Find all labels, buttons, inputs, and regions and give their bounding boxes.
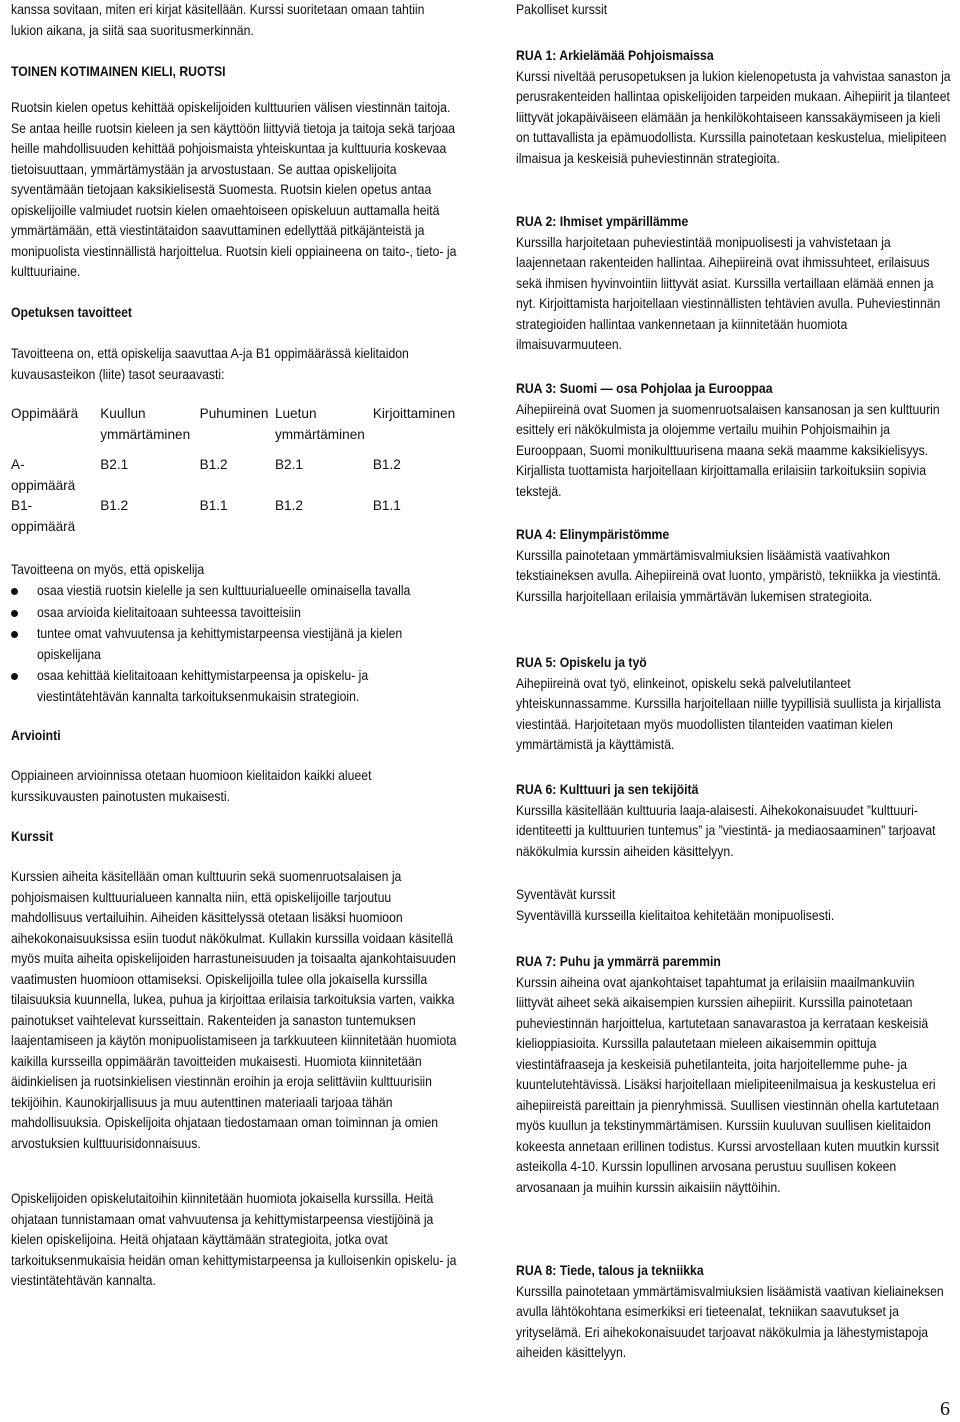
- course-rua2: [516, 212, 954, 356]
- course-rua5: [516, 653, 954, 756]
- table-cell: B1.1: [372, 498, 401, 513]
- course-rua3: [516, 379, 954, 502]
- table-cell: B1.1: [199, 498, 228, 513]
- table-row: [11, 496, 459, 537]
- list-item-text: osaa kehittää kielitaitoaan kehittymistarpeensa ja opiskelu- ja viestintätehtävän kannalta tarkoituksenmukaisin strategioin.: [37, 668, 369, 704]
- assessment-text-block: [11, 766, 459, 807]
- goals-heading: Opetuksen tavoitteet: [11, 305, 133, 320]
- course-title: RUA 1: Arkielämää Pohjoismaissa: [516, 48, 714, 63]
- courses-heading: Kurssit: [11, 829, 54, 844]
- goals-heading-block: [11, 303, 459, 324]
- course-title: RUA 2: Ihmiset ympärillämme: [516, 214, 689, 229]
- description-block: [11, 98, 459, 283]
- course-title: RUA 4: Elinympäristömme: [516, 527, 670, 542]
- list-item-text: osaa arvioida kielitaitoaan suhteessa tavoitteisiin: [37, 604, 301, 620]
- mandatory-heading: Pakolliset kurssit: [516, 2, 608, 17]
- course-rua8: [516, 1261, 954, 1364]
- table-cell: B2.1: [100, 457, 129, 472]
- table-cell: B1.2: [199, 457, 228, 472]
- description-text: Ruotsin kielen opetus kehittää opiskelijoiden kulttuurien välisen viestinnän taitoja. Se antaa heille ruotsin kieleen ja sen käyttöön liittyviä tietoja ja taitoja sekä tarjoaa heille mahdollisuuden kehittää pohjoismaista yhteiskuntaa ja kulttuuria koskevaa tietoisuuttaan, ymmärtämystään ja arvostustaan. Se auttaa opiskelijoita syventämään tietojaan kaksikielisestä Suomesta. Ruotsin kielen opetus antaa opiskelijoille valmiudet ruotsin kielen omaehtoiseen opiskeluun auttamalla heitä ymmärtämään, että viestintätaidon saavuttaminen edellyttää pitkäjänteistä ja monipuolista viestinnällistä harjoittelua. Ruotsin kieli oppiaineena on taito-, tieto- ja kulttuuriaine.: [11, 100, 457, 279]
- bullet-icon: [11, 631, 18, 638]
- levels-table: [11, 404, 459, 537]
- goals-also-block: [11, 560, 459, 581]
- assessment-text: Oppiaineen arvioinnissa otetaan huomioon kielitaidon kaikki alueet kurssikuvausten painotusten mukaisesti.: [11, 768, 372, 804]
- advanced-heading: Syventävät kurssit: [516, 887, 616, 902]
- table-header-cell: Luetun ymmärtäminen: [274, 406, 365, 442]
- table-header-cell: Puhuminen: [199, 406, 269, 421]
- table-cell: A-oppimäärä: [11, 457, 76, 493]
- list-item: [11, 581, 459, 602]
- section-heading: TOINEN KOTIMAINEN KIELI, RUOTSI: [11, 64, 226, 79]
- course-text: Kurssilla käsitellään kulttuuria laaja-alaisesti. Aihekokonaisuudet ”kulttuuri-identiteetti ja kulttuurien tuntemus” ja ”viestintä- ja mediaosaaminen” tarjoavat näkökulmia kurssin aiheiden käsittelyyn.: [516, 802, 936, 859]
- courses-text-2: Opiskelijoiden opiskelutaitoihin kiinnitetään huomiota jokaisella kurssilla. Heitä ohjataan tunnistamaan omat vahvuutensa ja kehittymistarpeensa viestijöinä ja kielen opiskelijoina. Heitä ohjataan käyttämään strategioita, jotka ovat tarkoituksenmukaisia heidän oman kehittymistarpeensa ja kulloisenkin opiskelu- ja viestintätehtävän kannalta.: [11, 1191, 457, 1288]
- course-text: Aihepiireinä ovat työ, elinkeinot, opiskelu sekä palvelutilanteet yhteiskunnassamme. Kurssilla harjoitellaan niille tyypillisiä suullista ja kirjallista viestintää. Harjoitetaan myös muodollisten tilanteiden vaatiman kielen ymmärtämistä ja käyttämistä.: [516, 675, 941, 752]
- bullet-icon: [11, 610, 18, 617]
- table-cell: B1-oppimäärä: [11, 498, 76, 534]
- table-cell: B1.2: [100, 498, 129, 513]
- goals-intro: Tavoitteena on, että opiskelija saavuttaa A-ja B1 oppimäärässä kielitaidon kuvausasteikon (liite) tasot seuraavasti:: [11, 346, 409, 382]
- assessment-heading: Arviointi: [11, 728, 61, 743]
- courses-heading-block: [11, 827, 459, 848]
- course-text: Kurssilla painotetaan ymmärtämisvalmiuksien lisäämistä vaativahkon tekstiaineksen avulla. Aihepiireinä ovat luonto, ympäristö, tekniikka ja viestintä. Kurssilla harjoitellaan erilaisia ymmärtävän lukemisen strategioita.: [516, 547, 942, 604]
- list-item-text: osaa viestiä ruotsin kielelle ja sen kulttuurialueelle ominaisella tavalla: [37, 583, 411, 598]
- course-title: RUA 6: Kulttuuri ja sen tekijöitä: [516, 782, 699, 797]
- table-header-cell: Kirjoittaminen: [372, 406, 456, 421]
- course-rua6: [516, 780, 954, 862]
- intro-text: kanssa sovitaan, miten eri kirjat käsitellään. Kurssi suoritetaan omaan tahtiin lukion aikana, ja siitä saa suoritusmerkinnän.: [11, 2, 425, 38]
- course-text: Kurssi niveltää perusopetuksen ja lukion kielenopetusta ja vahvistaa sanaston ja perusrakenteiden hallintaa opiskelijoiden tarpeiden mukaan. Aihepiirit ja tilanteet liittyvät jokapäiväiseen elämään ja henkilökohtaiseen kanssakäymiseen ja kieli on tuttavallista ja epämuodollista. Kurssilla painotetaan keskustelua, mielipiteen ilmaisua ja keskeisiä puheviestinnän strategioita.: [516, 68, 951, 166]
- course-title: RUA 8: Tiede, talous ja tekniikka: [516, 1263, 704, 1278]
- list-item: [11, 666, 459, 707]
- list-item: [11, 603, 459, 624]
- intro-paragraph: [11, 0, 459, 41]
- courses-text-1-block: [11, 867, 459, 1154]
- course-text: Aihepiireinä ovat Suomen ja suomenruotsalaisen kansanosan ja sen kulttuurin esittely eri näkökulmista ja olojemme vertailu muihin Pohjoismaihin ja Eurooppaan, Suomi monikulttuurisena maana sekä maamme kaksikielisyys. Kirjallista tuottamista harjoitellaan kirjoittamalla erilaisiin tarkoituksiin sopivia tekstejä.: [516, 401, 940, 499]
- course-text: Kurssilla harjoitetaan puheviestintää monipuolisesti ja vahvistetaan ja laajennetaan rakenteiden hallintaa. Aihepiireinä ovat ihmissuhteet, erilaisuus sekä ihmisen hyvinvointiin liittyvät asiat. Kurssilla vertaillaan elämää ennen ja nyt. Kirjoittamista harjoitellaan viestinnällisten tehtävien avulla. Puheviestinnän strategioiden hallintaa vankennetaan ja kiinnitetään huomiota ilmaisuvarmuuteen.: [516, 234, 941, 352]
- course-text: Kurssilla painotetaan ymmärtämisvalmiuksien lisäämistä vaativan kieliaineksen avulla lähtökohtana esimerkiksi eri tieteenalat, tekniikan saavutukset ja yrityselämä. Eri aihekokonaisuudet tarjoavat näkökulmia ja lähestymistapoja aiheiden käsittelyyn.: [516, 1283, 944, 1360]
- table-header-row: [11, 404, 459, 445]
- table-cell: B2.1: [274, 457, 303, 472]
- bullet-icon: [11, 588, 18, 595]
- table-header-cell: Kuullun ymmärtäminen: [100, 406, 191, 442]
- goals-intro-block: [11, 344, 459, 385]
- goals-list-block: [11, 581, 459, 707]
- assessment-heading-block: [11, 726, 459, 747]
- levels-table-block: [11, 404, 459, 537]
- course-rua1: [516, 46, 954, 169]
- course-title: RUA 7: Puhu ja ymmärrä paremmin: [516, 954, 721, 969]
- goals-list: [11, 581, 459, 707]
- advanced-intro: Syventävillä kursseilla kielitaitoa kehitetään monipuolisesti.: [516, 907, 835, 923]
- course-title: RUA 3: Suomi — osa Pohjolaa ja Eurooppaa: [516, 381, 773, 396]
- table-cell: B1.2: [372, 457, 401, 472]
- courses-text-2-block: [11, 1189, 459, 1292]
- table-header-cell: Oppimäärä: [11, 406, 79, 421]
- mandatory-heading-block: [516, 0, 954, 21]
- table-cell: B1.2: [274, 498, 303, 513]
- advanced-block: [516, 885, 954, 926]
- list-item: [11, 624, 459, 665]
- course-title: RUA 5: Opiskelu ja työ: [516, 655, 647, 670]
- list-item-text: tuntee omat vahvuutensa ja kehittymistarpeensa viestijänä ja kielen opiskelijana: [37, 626, 403, 662]
- goals-also: Tavoitteena on myös, että opiskelija: [11, 562, 205, 577]
- course-rua4: [516, 525, 954, 607]
- section-heading-block: [11, 62, 459, 83]
- page-number: 6: [940, 1398, 950, 1420]
- courses-text-1: Kurssien aiheita käsitellään oman kulttuurin sekä suomenruotsalaisen ja pohjoismaisen kulttuurialueen kannalta niin, että opiskelijoille tarjoutuu mahdollisuus vertailuihin. Aiheiden käsittelyssä otetaan lisäksi huomioon aihekokonaisuuksissa esiin tuodut näkökulmat. Kullakin kurssilla voidaan käsitellä myös muita aiheita opiskelijoiden harrastuneisuuden ja toisaalta ajankohtaisuuden vaatimusten huomioon ottamiseksi. Opiskelijoilla tulee olla jokaisella kurssilla tilaisuuksia kuunnella, lukea, puhua ja kirjoittaa erilaisia tarkoituksia varten, vaikka painotukset vaihtelevat kursseittain. Rakenteiden ja sanaston tuntemuksen laajentamiseen ja käytön monipuolistamiseen ja tarkkuuteen kiinnitetään huomiota kaikilla kursseilla oppimäärän tavoitteiden mukaisesti. Huomiota kiinnitetään äidinkielisen ja ruotsinkielisen viestinnän eroihin ja eroja selittäviin kulttuurisiin tekijöihin. Kaunokirjallisuus ja muu autenttinen materiaali tarjoaa tähän mahdollisuuksia. Opiskelijoita ohjataan tiedostamaan oman toiminnan ja omien arvostuksien kulttuurisidonnaisuus.: [11, 869, 457, 1151]
- table-row: [11, 455, 459, 496]
- course-rua7: [516, 952, 954, 1198]
- bullet-icon: [11, 673, 18, 680]
- course-text: Kurssin aiheina ovat ajankohtaiset tapahtumat ja erilaisiin maailmankuviin liittyvät aiheet sekä aikaisempien kurssien aihepiirit. Kurssilla painotetaan puheviestinnän harjoittelua, kartutetaan sanavarastoa ja kerrataan keskeisiä kielioppiasioita. Kurssilla palautetaan mieleen aikaisemmin opittuja viestintäfraaseja ja keskeisiä puhetilanteita, joita harjoitellemme puhe- ja kuuntelutehtävissä. Lisäksi harjoitellaan mielipiteenilmaisua ja keskustelua eri aihepiireistä pareittain ja pienryhmissä. Suullisen viestinnän ohella kartutetaan myös kuullun ja tekstinymmärtämisen. Kurssiin kuuluvan suullisen kielitaidon kokeesta annetaan erillinen todistus. Kurssi arvostellaan kuten muutkin kurssit asteikolla 4-10. Kurssin lopullinen arvosana perustuu suullisen kokeen arvosanaan ja muihin kurssin aikaisiin näyttöihin.: [516, 974, 940, 1195]
